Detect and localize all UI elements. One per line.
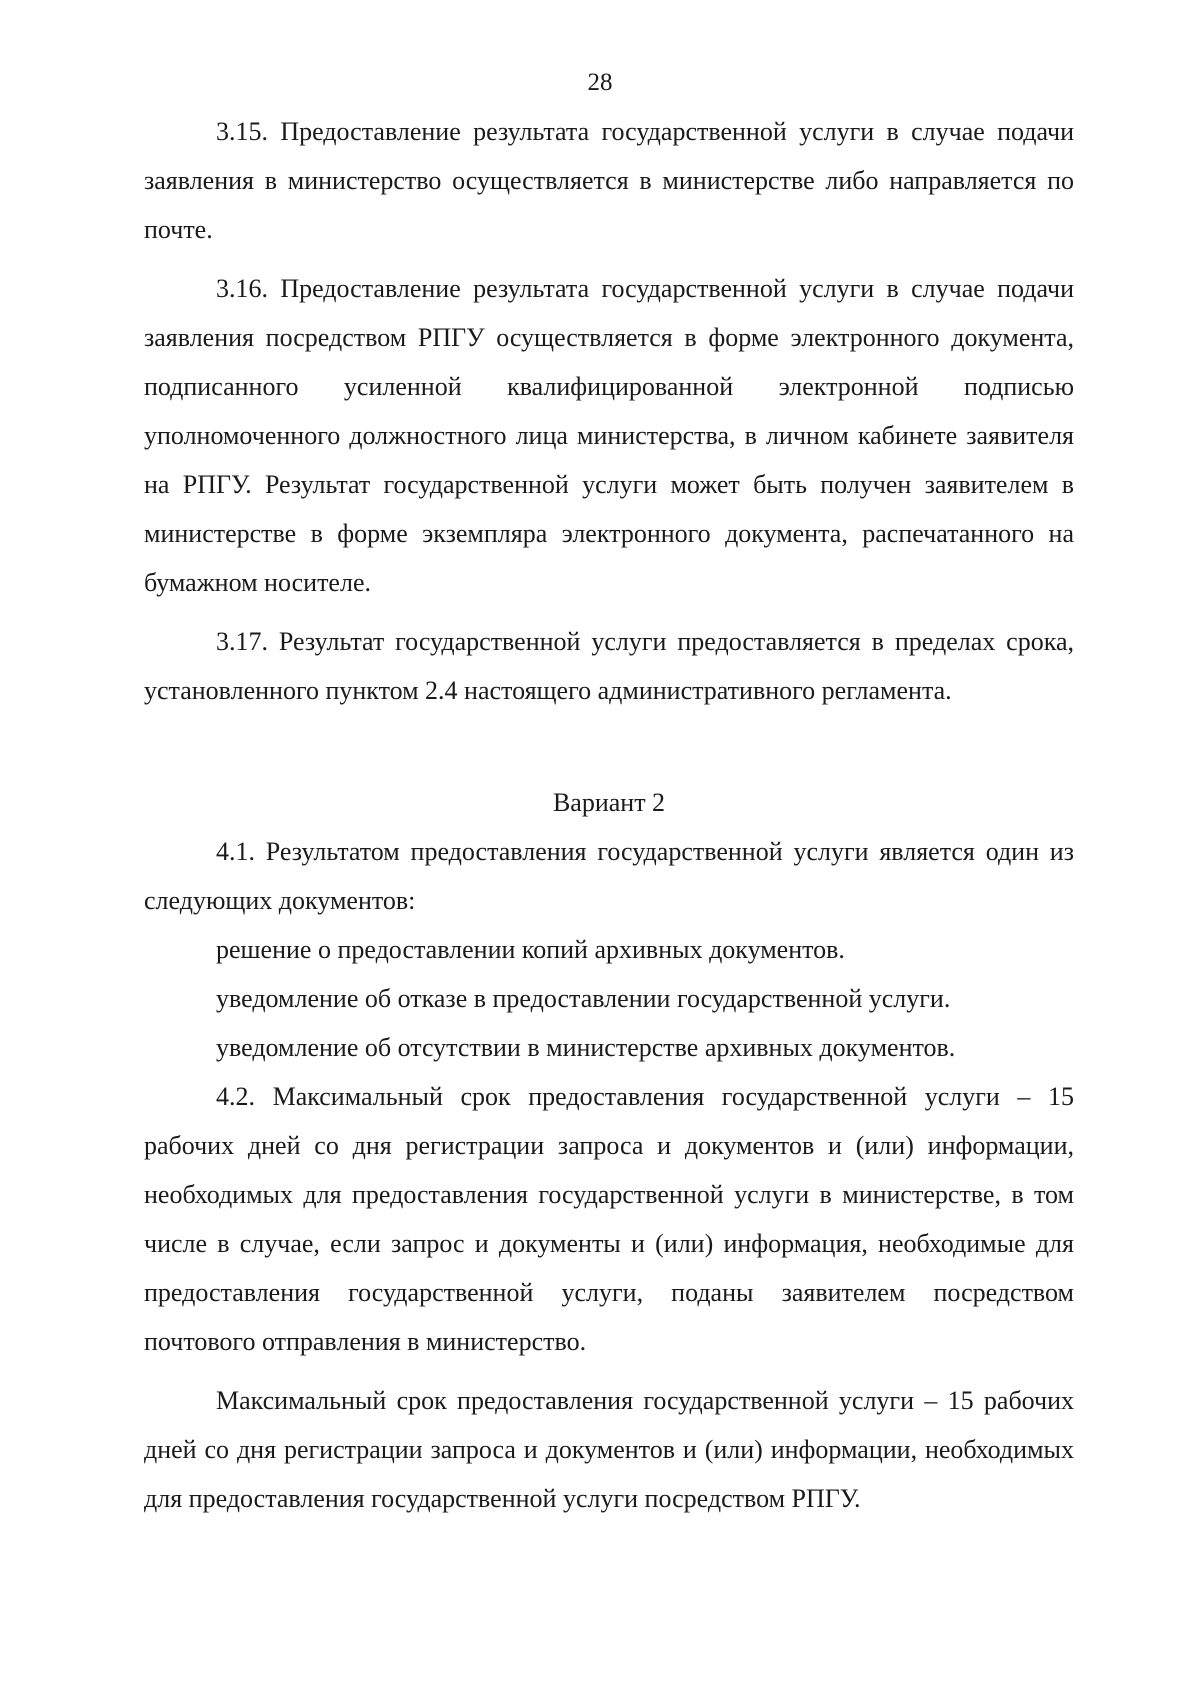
paragraph-max-term-rpgu: Максимальный срок предоставления государственной услуги – 15 рабочих дней со дня регистрации запроса и документов и (или) информации, необходимых для предоставления государственной услуги посредством РПГУ. bbox=[144, 1386, 1074, 1513]
list-item: уведомление об отказе в предоставлении государственной услуги. bbox=[216, 984, 951, 1013]
paragraph-4-2: 4.2. Максимальный срок предоставления государственной услуги – 15 рабочих дней со дня регистрации запроса и документов и (или) информации, необходимых для предоставления государственной услуги в министерстве, в том числе в случае, если запрос и документы и (или) информация, необходимые для предоставления государственной услуги, поданы заявителем посредством почтового отправления в министерство. bbox=[144, 1082, 1074, 1356]
paragraph-3-17: 3.17. Результат государственной услуги предоставляется в пределах срока, установленного пунктом 2.4 настоящего административного регламента. bbox=[144, 627, 1074, 705]
paragraph-3-16: 3.16. Предоставление результата государственной услуги в случае подачи заявления посредством РПГУ осуществляется в форме электронного документа, подписанного усиленной квалифицированной электронной подписью уполномоченного должностного лица министерства, в личном кабинете заявителя на РПГУ. Результат государственной услуги может быть получен заявителем в министерстве в форме экземпляра электронного документа, распечатанного на бумажном носителе. bbox=[144, 274, 1074, 597]
section-title: Вариант 2 bbox=[552, 788, 666, 817]
list-item: решение о предоставлении копий архивных документов. bbox=[216, 935, 845, 964]
paragraph-3-15: 3.15. Предоставление результата государственной услуги в случае подачи заявления в министерство осуществляется в министерстве либо направляется по почте. bbox=[144, 117, 1074, 244]
list-item: уведомление об отсутствии в министерстве архивных документов. bbox=[216, 1033, 956, 1062]
document-body bbox=[144, 107, 1074, 1523]
paragraph-4-1: 4.1. Результатом предоставления государственной услуги является один из следующих документов: bbox=[144, 837, 1074, 915]
page-number: 28 bbox=[587, 69, 613, 96]
